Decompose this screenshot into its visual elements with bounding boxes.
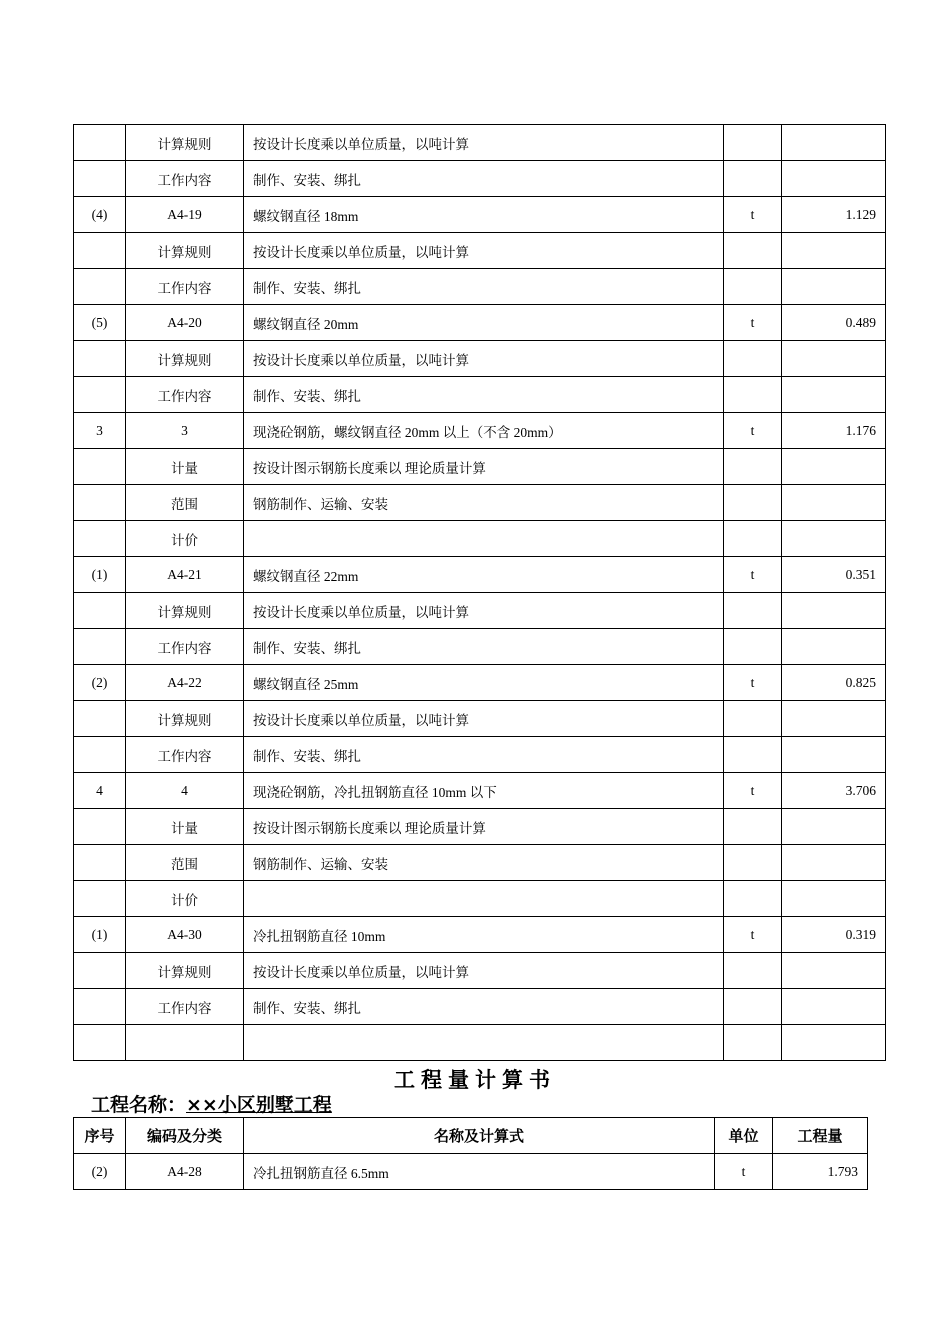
cell-code: 计算规则 <box>126 593 244 629</box>
cell-quantity <box>782 449 886 485</box>
cell-seq <box>74 953 126 989</box>
cell-unit: t <box>724 917 782 953</box>
cell-name: 制作、安装、绑扎 <box>244 161 724 197</box>
cell-code: 工作内容 <box>126 161 244 197</box>
cell-code: 工作内容 <box>126 377 244 413</box>
cell-seq: (1) <box>74 557 126 593</box>
table-row <box>74 485 886 521</box>
table-row <box>74 917 886 953</box>
cell-name: 按设计长度乘以单位质量，以吨计算 <box>244 701 724 737</box>
cell-quantity <box>782 881 886 917</box>
cell-code: 范围 <box>126 485 244 521</box>
cell-code: A4-19 <box>126 197 244 233</box>
cell-unit: t <box>724 305 782 341</box>
cell-name: 制作、安装、绑扎 <box>244 989 724 1025</box>
cell-name: 按设计长度乘以单位质量，以吨计算 <box>244 953 724 989</box>
cell-quantity <box>782 701 886 737</box>
cell-code: 工作内容 <box>126 629 244 665</box>
table-row <box>74 593 886 629</box>
cell-unit <box>724 125 782 161</box>
cell-code: 计量 <box>126 809 244 845</box>
cell-unit <box>724 1025 782 1061</box>
cell-code: 计价 <box>126 521 244 557</box>
cell-seq <box>74 809 126 845</box>
cell-seq <box>74 377 126 413</box>
table-row <box>74 809 886 845</box>
cell-name: 现浇砼钢筋，螺纹钢直径 20mm 以上（不含 20mm） <box>244 413 724 449</box>
table-row <box>74 341 886 377</box>
cell-quantity: 0.319 <box>782 917 886 953</box>
table-row <box>74 233 886 269</box>
cell-code: 工作内容 <box>126 989 244 1025</box>
cell-unit <box>724 269 782 305</box>
cell-name: 按设计长度乘以单位质量，以吨计算 <box>244 341 724 377</box>
cell-quantity <box>782 521 886 557</box>
cell-code: 4 <box>126 773 244 809</box>
cell-name: 螺纹钢直径 18mm <box>244 197 724 233</box>
cell-seq: (1) <box>74 917 126 953</box>
project-label: 工程名称： <box>91 1094 187 1116</box>
cell-seq <box>74 989 126 1025</box>
cell-unit <box>724 809 782 845</box>
cell-code: A4-30 <box>126 917 244 953</box>
cell-name: 冷扎扭钢筋直径 6.5mm <box>244 1154 715 1190</box>
table-row <box>74 845 886 881</box>
cell-seq <box>74 593 126 629</box>
quantity-table-continued <box>73 1117 868 1190</box>
cell-seq <box>74 269 126 305</box>
cell-quantity <box>782 809 886 845</box>
cell-code: 计算规则 <box>126 233 244 269</box>
cell-seq: (2) <box>74 665 126 701</box>
cell-unit: t <box>724 773 782 809</box>
cell-unit <box>724 737 782 773</box>
cell-quantity: 3.706 <box>782 773 886 809</box>
cell-code: A4-21 <box>126 557 244 593</box>
cell-seq <box>74 449 126 485</box>
cell-code: A4-20 <box>126 305 244 341</box>
table-row <box>74 881 886 917</box>
cell-code: 工作内容 <box>126 737 244 773</box>
cell-name: 按设计图示钢筋长度乘以 理论质量计算 <box>244 809 724 845</box>
cell-name <box>244 1025 724 1061</box>
cell-name: 按设计长度乘以单位质量，以吨计算 <box>244 593 724 629</box>
cell-code: 计算规则 <box>126 341 244 377</box>
cell-unit <box>724 593 782 629</box>
cell-quantity <box>782 377 886 413</box>
cell-unit <box>724 953 782 989</box>
cell-unit <box>724 341 782 377</box>
table-row <box>74 413 886 449</box>
cell-seq: (2) <box>74 1154 126 1190</box>
cell-name: 螺纹钢直径 25mm <box>244 665 724 701</box>
cell-quantity: 0.489 <box>782 305 886 341</box>
cell-unit <box>724 845 782 881</box>
cell-name: 制作、安装、绑扎 <box>244 629 724 665</box>
table-row <box>74 521 886 557</box>
table-row <box>74 701 886 737</box>
cell-code: 工作内容 <box>126 269 244 305</box>
cell-name <box>244 521 724 557</box>
cell-quantity <box>782 269 886 305</box>
table-row <box>74 629 886 665</box>
cell-code: 计算规则 <box>126 953 244 989</box>
table-row <box>74 449 886 485</box>
cell-name: 制作、安装、绑扎 <box>244 377 724 413</box>
cell-unit <box>724 629 782 665</box>
table-row <box>74 269 886 305</box>
table-row <box>74 197 886 233</box>
cell-seq: (4) <box>74 197 126 233</box>
table-row <box>74 161 886 197</box>
cell-seq <box>74 629 126 665</box>
header-seq: 序号 <box>74 1118 126 1154</box>
cell-unit: t <box>715 1154 773 1190</box>
cell-name: 制作、安装、绑扎 <box>244 737 724 773</box>
table-row <box>74 305 886 341</box>
cell-quantity <box>782 233 886 269</box>
table-row <box>74 953 886 989</box>
cell-quantity: 1.793 <box>773 1154 868 1190</box>
cell-code: 计算规则 <box>126 125 244 161</box>
cell-code <box>126 1025 244 1061</box>
cell-quantity: 1.129 <box>782 197 886 233</box>
cell-quantity <box>782 341 886 377</box>
cell-seq <box>74 341 126 377</box>
cell-seq <box>74 1025 126 1061</box>
cell-name: 按设计长度乘以单位质量，以吨计算 <box>244 233 724 269</box>
table-row <box>74 1025 886 1061</box>
cell-code: 计量 <box>126 449 244 485</box>
cell-name <box>244 881 724 917</box>
cell-quantity <box>782 737 886 773</box>
cell-quantity <box>782 953 886 989</box>
cell-code: 计算规则 <box>126 701 244 737</box>
table-header-row <box>74 1118 868 1154</box>
cell-unit <box>724 485 782 521</box>
cell-unit: t <box>724 413 782 449</box>
table-row <box>74 773 886 809</box>
cell-quantity <box>782 1025 886 1061</box>
cell-name: 按设计长度乘以单位质量，以吨计算 <box>244 125 724 161</box>
cell-unit <box>724 881 782 917</box>
cell-code: 3 <box>126 413 244 449</box>
cell-seq: 3 <box>74 413 126 449</box>
cell-quantity <box>782 485 886 521</box>
cell-quantity: 0.351 <box>782 557 886 593</box>
cell-unit <box>724 377 782 413</box>
project-line <box>91 1090 332 1117</box>
cell-unit <box>724 233 782 269</box>
cell-quantity <box>782 629 886 665</box>
cell-name: 制作、安装、绑扎 <box>244 269 724 305</box>
cell-code: 计价 <box>126 881 244 917</box>
cell-unit <box>724 989 782 1025</box>
table-row <box>74 125 886 161</box>
cell-seq <box>74 521 126 557</box>
cell-name: 冷扎扭钢筋直径 10mm <box>244 917 724 953</box>
cell-name: 螺纹钢直径 20mm <box>244 305 724 341</box>
cell-seq <box>74 845 126 881</box>
cell-code: A4-28 <box>126 1154 244 1190</box>
cell-seq: 4 <box>74 773 126 809</box>
header-unit: 单位 <box>715 1118 773 1154</box>
cell-seq <box>74 125 126 161</box>
cell-seq <box>74 701 126 737</box>
cell-seq: (5) <box>74 305 126 341</box>
cell-quantity <box>782 593 886 629</box>
cell-code: 范围 <box>126 845 244 881</box>
table-row <box>74 1154 868 1190</box>
cell-quantity <box>782 845 886 881</box>
cell-name: 钢筋制作、运输、安装 <box>244 845 724 881</box>
cell-code: A4-22 <box>126 665 244 701</box>
table-row <box>74 557 886 593</box>
table-row <box>74 377 886 413</box>
cell-unit <box>724 449 782 485</box>
cell-unit: t <box>724 665 782 701</box>
cell-name: 按设计图示钢筋长度乘以 理论质量计算 <box>244 449 724 485</box>
project-name: ××小区别墅工程 <box>186 1094 332 1116</box>
quantity-table-body <box>74 125 886 1061</box>
cell-quantity: 0.825 <box>782 665 886 701</box>
cell-seq <box>74 485 126 521</box>
cell-seq <box>74 161 126 197</box>
table-row <box>74 737 886 773</box>
cell-unit <box>724 161 782 197</box>
cell-unit: t <box>724 557 782 593</box>
cell-quantity: 1.176 <box>782 413 886 449</box>
header-code: 编码及分类 <box>126 1118 244 1154</box>
cell-quantity <box>782 125 886 161</box>
header-quantity: 工程量 <box>773 1118 868 1154</box>
cell-seq <box>74 233 126 269</box>
cell-name: 螺纹钢直径 22mm <box>244 557 724 593</box>
table-row <box>74 989 886 1025</box>
header-name: 名称及计算式 <box>244 1118 715 1154</box>
cell-unit <box>724 521 782 557</box>
cell-unit <box>724 701 782 737</box>
document-title: 工程量计算书 <box>394 1068 556 1092</box>
cell-name: 现浇砼钢筋，冷扎扭钢筋直径 10mm 以下 <box>244 773 724 809</box>
cell-quantity <box>782 161 886 197</box>
cell-quantity <box>782 989 886 1025</box>
cell-unit: t <box>724 197 782 233</box>
cell-seq <box>74 737 126 773</box>
cell-name: 钢筋制作、运输、安装 <box>244 485 724 521</box>
table-row <box>74 665 886 701</box>
cell-seq <box>74 881 126 917</box>
quantity-table-continued-body <box>74 1118 868 1190</box>
quantity-table <box>73 124 886 1061</box>
